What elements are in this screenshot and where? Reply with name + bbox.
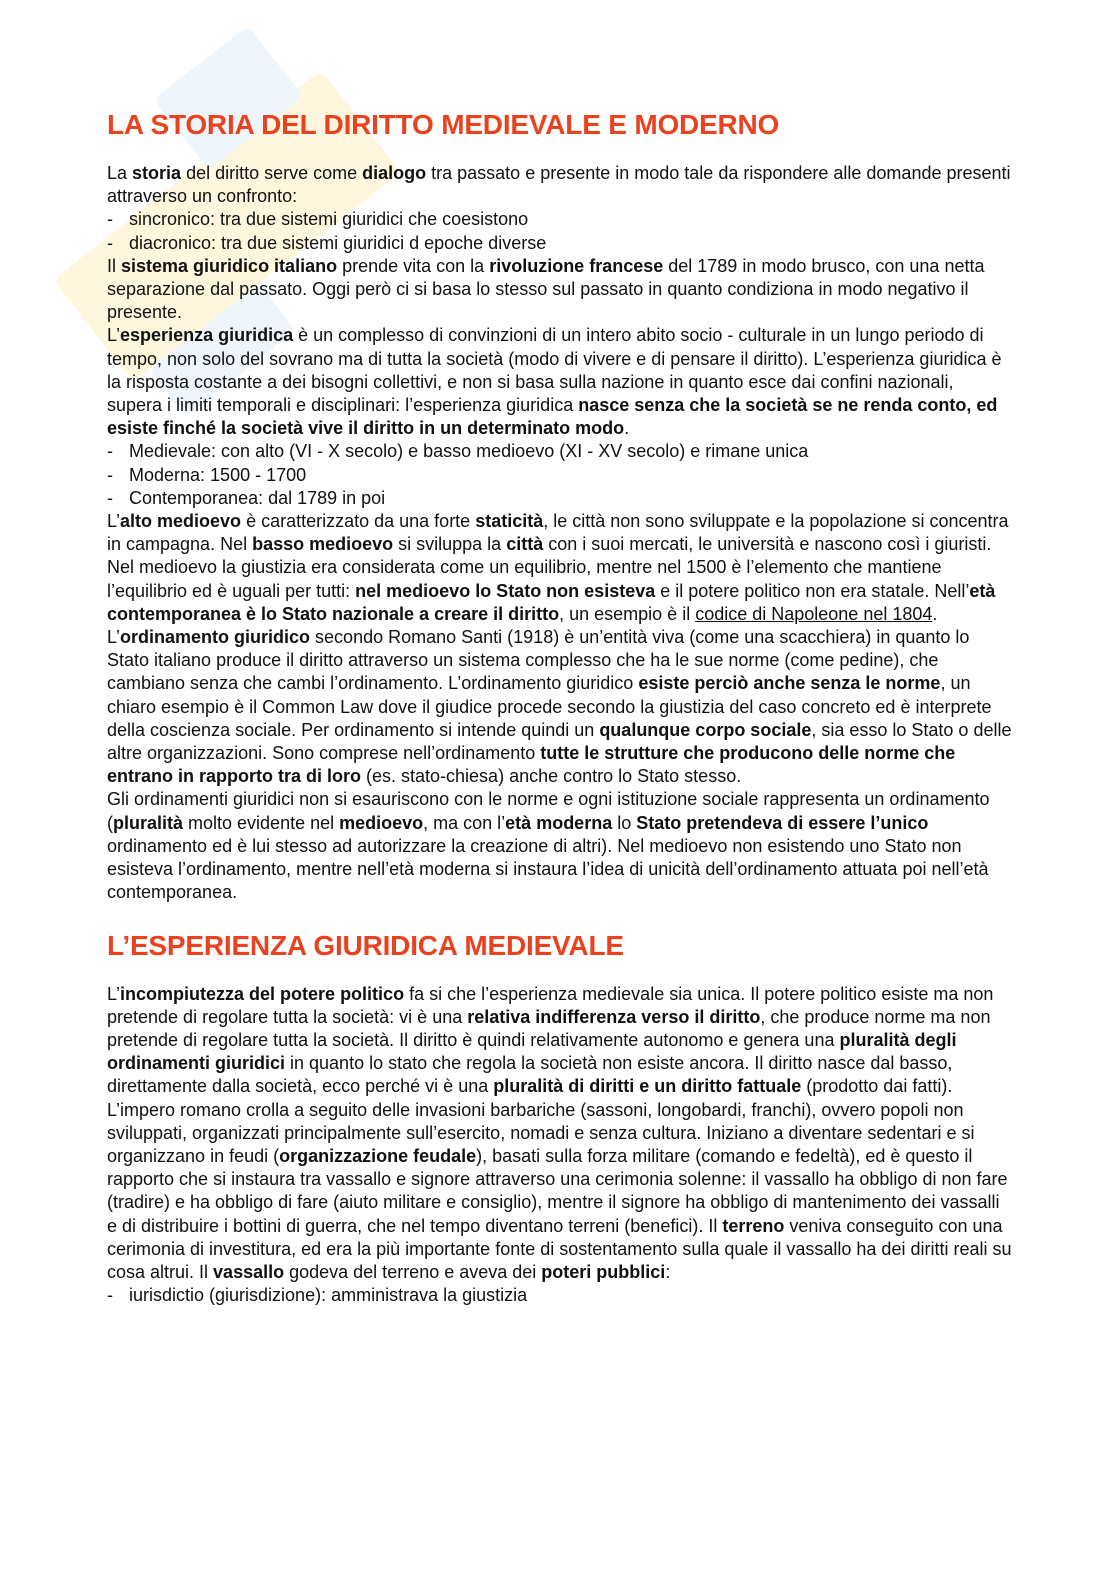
bullet-list bbox=[107, 208, 1012, 254]
underlined-reference: codice di Napoleone nel 1804 bbox=[695, 603, 933, 624]
paragraph: La storia del diritto serve come dialogo tra passato e presente in modo tale da rispondere alle domande presenti attraverso un confronto: bbox=[107, 163, 1011, 207]
document-page bbox=[107, 108, 1012, 1307]
paragraph: Il sistema giuridico italiano prende vita con la rivoluzione francese del 1789 in modo brusco, con una netta separazione dal passato. Oggi però ci si basa lo stesso sul passato in quanto condiziona in modo negativo il presente. bbox=[107, 255, 985, 323]
paragraph: Nel medioevo la giustizia era considerata come un equilibrio, mentre nel 1500 è l’elemento che mantiene l’equilibrio ed è uguali per tutti: nel medioevo lo Stato non esisteva e il potere politico non era statale. Nell’età contemporanea è lo Stato nazionale a creare il diritto, un esempio è il codice di Napoleone nel 1804. bbox=[107, 557, 996, 624]
list-item: - diacronico: tra due sistemi giuridici d epoche diverse bbox=[107, 232, 547, 253]
page-title: LA STORIA DEL DIRITTO MEDIEVALE E MODERNO bbox=[107, 109, 780, 140]
paragraph: Gli ordinamenti giuridici non si esauriscono con le norme e ogni istituzione sociale rappresenta un ordinamento (pluralità molto evidente nel medioevo, ma con l’età moderna lo Stato pretendeva di essere l’unico ordinamento ed è lui stesso ad autorizzare la creazione di altri). Nel medioevo non esistendo uno Stato non esisteva l’ordinamento, mentre nell’età moderna si instaura l’idea di unicità dell’ordinamento attuata poi nell’età contemporanea. bbox=[107, 789, 990, 903]
list-item: - Contemporanea: dal 1789 in poi bbox=[107, 487, 386, 508]
section-title: L’ESPERIENZA GIURIDICA MEDIEVALE bbox=[107, 929, 624, 961]
paragraph: L’alto medioevo è caratterizzato da una forte staticità, le città non sono sviluppate e la popolazione si concentra in campagna. Nel basso medioevo si sviluppa la città con i suoi mercati, le università e nascono così i giuristi. bbox=[107, 511, 1009, 555]
paragraph: L’incompiutezza del potere politico fa si che l’esperienza medievale sia unica. Il potere politico esiste ma non pretende di regolare tutta la società: vi è una relativa indifferenza verso il diritto, che produce norme ma non pretende di regolare tutta la società. Il diritto è quindi relativamente autonomo e genera una pluralità degli ordinamenti giuridici in quanto lo stato che regola la società non esiste ancora. Il diritto nasce dal basso, direttamente dalla società, ecco perché vi è una pluralità di diritti e un diritto fattuale (prodotto dai fatti). bbox=[107, 983, 994, 1097]
paragraph: L’impero romano crolla a seguito delle invasioni barbariche (sassoni, longobardi, franchi), ovvero popoli non sviluppati, organizzati principalmente sull’esercito, nomadi e senza cultura. Iniziano a diventare sedentari e si organizzano in feudi (organizzazione feudale), basati sulla forza militare (comando e fedeltà), ed è questo il rapporto che si instaura tra vassallo e signore attraverso una cerimonia solenne: il vassallo ha obbligo di non fare (tradire) e ha obbligo di fare (aiuto militare e consiglio), mentre il signore ha obbligo di mantenimento dei vassalli e di distribuire i bottini di guerra, che nel tempo diventano terreni (benefici). Il terreno veniva conseguito con una cerimonia di investitura, ed era la più importante fonte di sostentamento sulla quale il vassallo ha dei diritti reali su cosa altrui. Il vassallo godeva del terreno e aveva dei poteri pubblici: bbox=[107, 1099, 1012, 1282]
list-item: - iurisdictio (giurisdizione): amministrava la giustizia bbox=[107, 1285, 528, 1306]
paragraph: L’ordinamento giuridico secondo Romano Santi (1918) è un’entità viva (come una scacchiera) in quanto lo Stato italiano produce il diritto attraverso un sistema complesso che ha le sue norme (come pedine), che cambiano senza che cambi l’ordinamento. L’ordinamento giuridico esiste perciò anche senza le norme, un chiaro esempio è il Common Law dove il giudice procede secondo la giustizia del caso concreto ed è interprete della coscienza sociale. Per ordinamento si intende quindi un qualunque corpo sociale, sia esso lo Stato o delle altre organizzazioni. Sono comprese nell’ordinamento tutte le strutture che producono delle norme che entrano in rapporto tra di loro (es. stato-chiesa) anche contro lo Stato stesso. bbox=[107, 627, 1012, 787]
paragraph: L’esperienza giuridica è un complesso di convinzioni di un intero abito socio - culturale in un lungo periodo di tempo, non solo del sovrano ma di tutta la società (modo di vivere e di pensare il diritto). L’esperienza giuridica è la risposta costante a dei bisogni collettivi, e non si basa sulla nazione in quanto esce dai confini nazionali, supera i limiti temporali e disciplinari: l’esperienza giuridica nasce senza che la società se ne renda conto, ed esiste finché la società vive il diritto in un determinato modo. bbox=[107, 325, 1002, 439]
list-item: - Moderna: 1500 - 1700 bbox=[107, 464, 307, 485]
bullet-list bbox=[107, 440, 1012, 510]
list-item: - Medievale: con alto (VI - X secolo) e basso medioevo (XI - XV secolo) e rimane unica bbox=[107, 441, 809, 462]
bullet-list bbox=[107, 1284, 1012, 1307]
list-item: - sincronico: tra due sistemi giuridici che coesistono bbox=[107, 209, 529, 230]
